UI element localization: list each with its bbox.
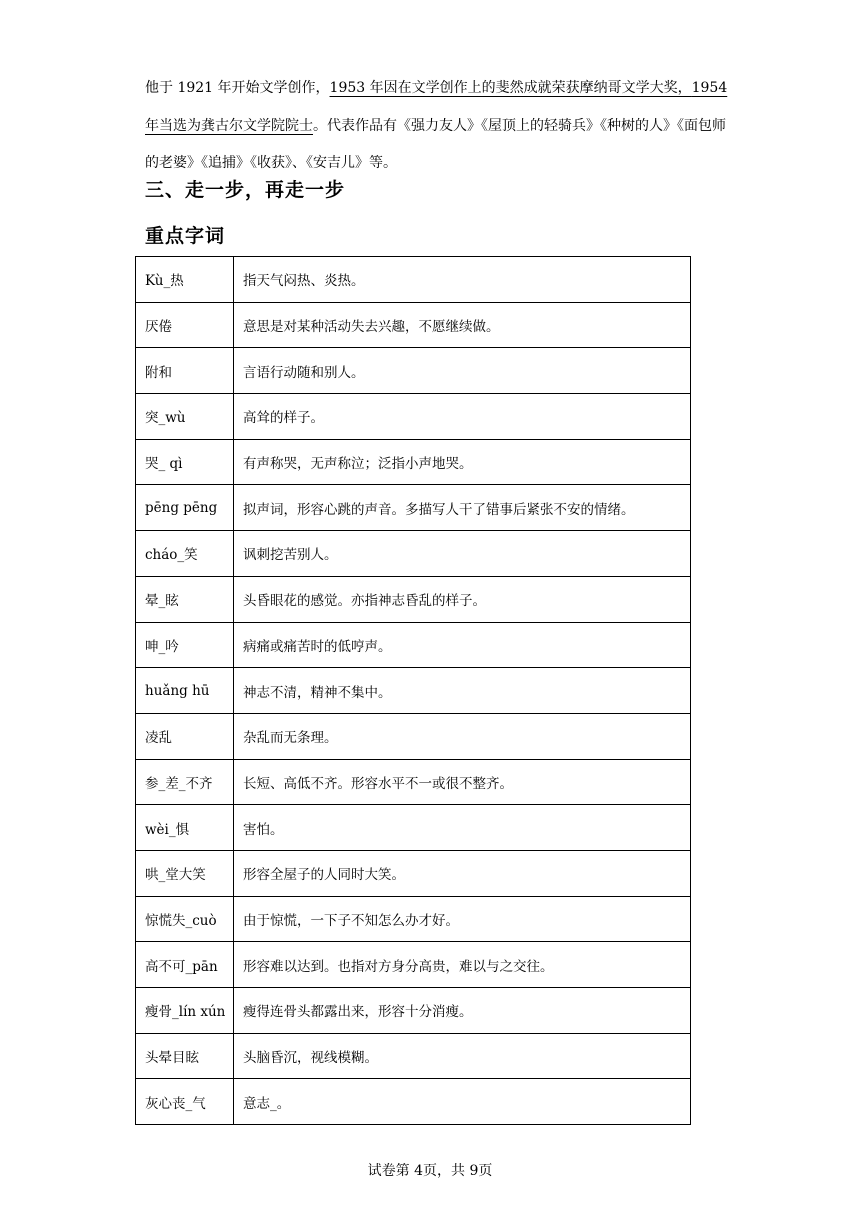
table-row	[136, 805, 691, 851]
table-row	[136, 759, 691, 805]
vocab-definition: 头脑昏沉，视线模糊。	[234, 1033, 691, 1079]
vocab-term: 哄_堂大笑	[136, 850, 234, 896]
table-row	[136, 1033, 691, 1079]
intro-underlined-award: 1953 年因在文学创作上的斐然成就荣获摩纳哥文学大奖，	[329, 80, 692, 96]
table-row	[136, 1079, 691, 1125]
table-row	[136, 850, 691, 896]
table-row	[136, 302, 691, 348]
vocab-term: pēng pēng	[136, 485, 234, 531]
vocab-definition: 病痛或痛苦时的低哼声。	[234, 622, 691, 668]
vocab-term: 附和	[136, 348, 234, 394]
vocab-term: 头晕目眩	[136, 1033, 234, 1079]
vocab-definition: 杂乱而无条理。	[234, 713, 691, 759]
vocab-term: 参_差_不齐	[136, 759, 234, 805]
intro-underlined-academy: 1954 年当选为龚古尔文学院院士	[145, 80, 728, 134]
table-row	[136, 394, 691, 440]
vocab-table	[135, 256, 691, 1125]
table-row	[136, 713, 691, 759]
vocab-definition: 神志不清，精神不集中。	[234, 668, 691, 714]
vocab-definition: 形容难以达到。也指对方身分高贵，难以与之交往。	[234, 942, 691, 988]
author-intro-paragraph	[145, 70, 730, 183]
vocab-definition: 言语行动随和别人。	[234, 348, 691, 394]
vocab-term: Kù_热	[136, 257, 234, 303]
vocab-definition: 由于惊慌，一下子不知怎么办才好。	[234, 896, 691, 942]
table-row	[136, 942, 691, 988]
subsection-title: 重点字词	[145, 225, 226, 247]
intro-works: 。代表作品有《强力友人》《屋顶上的轻骑兵》《种树的人》《面包师的老婆》《追捕》《收获》、《安吉儿》等。	[145, 117, 726, 171]
vocab-definition: 讽刺挖苦别人。	[234, 531, 691, 577]
vocab-definition: 有声称哭，无声称泣；泛指小声地哭。	[234, 439, 691, 485]
table-row	[136, 576, 691, 622]
table-row	[136, 896, 691, 942]
vocab-term: 瘦骨_lín xún	[136, 988, 234, 1034]
vocab-definition: 形容全屋子的人同时大笑。	[234, 850, 691, 896]
table-row	[136, 988, 691, 1034]
table-row	[136, 531, 691, 577]
intro-text: 他于 1921 年开始文学创作，	[145, 80, 330, 96]
vocab-term: 突_wù	[136, 394, 234, 440]
table-row	[136, 668, 691, 714]
vocab-definition: 长短、高低不齐。形容水平不一或很不整齐。	[234, 759, 691, 805]
vocab-term: 晕_眩	[136, 576, 234, 622]
vocab-definition: 意思是对某种活动失去兴趣，不愿继续做。	[234, 302, 691, 348]
table-row	[136, 348, 691, 394]
vocab-definition: 高耸的样子。	[234, 394, 691, 440]
vocab-definition: 意志_。	[234, 1079, 691, 1125]
table-row	[136, 439, 691, 485]
section-title: 三、走一步，再走一步	[145, 179, 346, 201]
vocab-term: 哭_ qì	[136, 439, 234, 485]
vocab-term: 高不可_pān	[136, 942, 234, 988]
vocab-term: 呻_吟	[136, 622, 234, 668]
table-row	[136, 485, 691, 531]
vocab-term: 惊慌失_cuò	[136, 896, 234, 942]
table-row	[136, 622, 691, 668]
vocab-definition: 头昏眼花的感觉。亦指神志昏乱的样子。	[234, 576, 691, 622]
page-footer: 试卷第 4页，共 9页	[367, 1163, 493, 1179]
vocab-definition: 瘦得连骨头都露出来，形容十分消瘦。	[234, 988, 691, 1034]
vocab-term: cháo_笑	[136, 531, 234, 577]
table-row	[136, 257, 691, 303]
vocab-term: wèi_惧	[136, 805, 234, 851]
vocab-definition: 害怕。	[234, 805, 691, 851]
vocab-term: 厌倦	[136, 302, 234, 348]
vocab-definition: 指天气闷热、炎热。	[234, 257, 691, 303]
vocab-term: 灰心丧_气	[136, 1079, 234, 1125]
vocab-term: huǎng hū	[136, 668, 234, 714]
vocab-definition: 拟声词，形容心跳的声音。多描写人干了错事后紧张不安的情绪。	[234, 485, 691, 531]
vocab-term: 凌乱	[136, 713, 234, 759]
